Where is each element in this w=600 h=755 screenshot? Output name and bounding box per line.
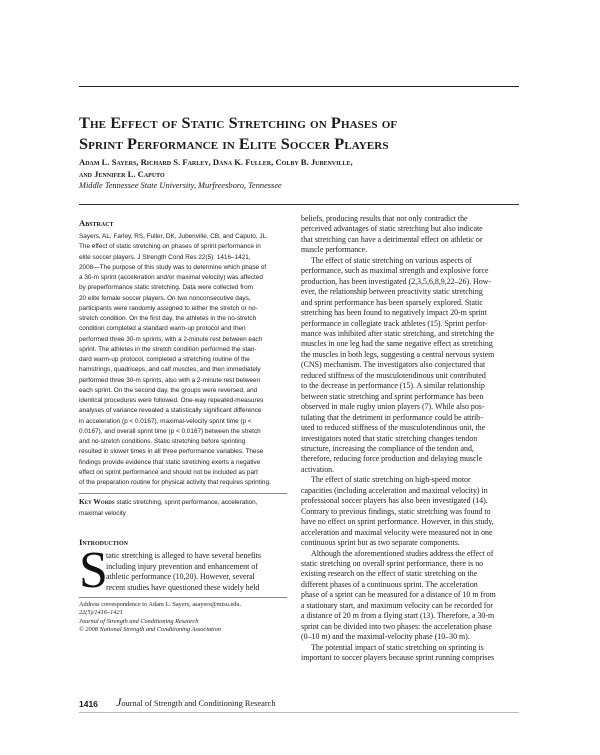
abstract-line: 2008—The purpose of this study was to determine which phase of (79, 263, 267, 271)
abstract-line: each sprint. On the second day, the groups were reversed, and (79, 386, 258, 394)
body-line: therefore, reducing force production and delaying muscle (301, 454, 483, 464)
copyright-line: © 2008 National Strength and Conditioning Association (79, 626, 221, 634)
body-line: phase of a sprint can be measured for a distance of 10 m from (301, 590, 496, 600)
author-list (79, 157, 519, 180)
body-line: beliefs, producing results that not only contradict the (301, 214, 468, 223)
key-words-line-1 (79, 497, 287, 509)
abstract-line: identical procedures were followed. One-way repeated-measures (79, 397, 264, 404)
body-paragraph (301, 214, 519, 256)
top-rule (79, 86, 519, 87)
abstract-line: performed three 30-m sprints, also with a 2-minute rest between (79, 376, 261, 384)
body-line: a distance of 20 m from a flying start (13). Therefore, a 30-m (301, 611, 495, 621)
abstract-line: by preperformance static stretching. Data were collected from (79, 284, 254, 292)
abstract-line: condition completed a standard warm-up protocol and then (79, 325, 246, 333)
author-line: Adam L. Sayers, Richard S. Farley, Dana K. Fuller, Colby B. Jubenville, (79, 157, 353, 167)
body-line: static stretching on overall sprint performance, there is no (301, 558, 484, 568)
body-line: observed in male rugby union players (7). While also pos- (301, 402, 485, 412)
introduction-line: including injury prevention and enhancement of (106, 561, 258, 571)
body-line: continuous sprint but as two separate components. (301, 538, 460, 548)
body-paragraph (301, 475, 519, 548)
abstract-line: hamstrings, quadriceps, and calf muscles, and then immediately (79, 366, 261, 374)
bottom-rule (79, 712, 519, 713)
body-line: production, has been investigated (2,3,5,6,8,9,22–26). How- (301, 276, 491, 286)
left-column (79, 214, 287, 635)
abstract-line: analyses of variance revealed a statistically significant difference (79, 407, 262, 415)
body-line: muscles in one leg had the same negative effect as stretching (301, 339, 493, 349)
body-line: a stationary start, and maximum velocity can be recorded for (301, 600, 493, 610)
body-line: to the decrease in performance (15). A similar relationship (301, 381, 485, 391)
body-line: activation. (301, 464, 335, 474)
body-line: performance, such as maximal strength and explosive force (301, 266, 489, 276)
body-line: that stretching can have a detrimental effect on athletic or (301, 234, 483, 244)
introduction-line: recent studies have questioned these widely held (106, 582, 260, 592)
abstract-line: resulted in slower times in all three performance variables. These (79, 448, 264, 456)
body-paragraph (301, 549, 519, 643)
body-line: (0–10 m) and the maximal-velocity phase (10–30 m). (301, 632, 470, 642)
body-line: The effect of static stretching on various aspects of (311, 255, 472, 265)
body-line: ever, the relationship between preactivity static stretching (301, 287, 483, 297)
author-line: and Jennifer L. Caputo (79, 168, 165, 179)
body-line: tulating that the detriment in performance could be attrib- (301, 412, 483, 422)
body-line: existing research on the effect of static stretching on the (301, 569, 478, 579)
abstract-line: 0.0167), and overall sprint time (p < 0.0167) between the stretch (79, 427, 261, 435)
abstract-line: participants were randomly assigned to either the stretch or no- (79, 304, 258, 312)
journal-line: Journal of Strength and Conditioning Research (79, 617, 199, 625)
body-line: The potential impact of static stretching on sprinting is (311, 642, 484, 652)
affiliation: Middle Tennessee State University, Murfreesboro, Tennessee (79, 181, 282, 190)
abstract-line: a 30-m sprint (acceleration and/or maximal velocity) was affected (79, 274, 263, 281)
citation-line: 22(5)/1416–1421 (79, 609, 123, 617)
header-divider (79, 204, 519, 205)
abstract-line: Sayers, AL, Farley, RS, Fuller, DK, Jubenville, CB, and Caputo, JL. (79, 233, 268, 240)
body-line: acceleration and maximal velocity were measured not in one (301, 527, 493, 537)
introduction-line: tatic stretching is alleged to have several benefits (106, 551, 261, 561)
title-line: Sprint Performance in Elite Soccer Players (79, 134, 389, 153)
body-line: the muscles in both legs, suggesting a central nervous system (301, 349, 495, 359)
abstract-line: effect on sprint performance and should not be included as part (79, 468, 258, 476)
drop-cap: S (79, 542, 108, 600)
body-line: Although the aforementioned studies address the effect of (311, 548, 494, 558)
abstract-line: stretch condition. On the first day, the athletes in the no-stretch (79, 315, 257, 322)
body-line: mance was inhibited after static stretching, and stretching the (301, 328, 495, 338)
journal-name-rest: ournal of Strength and Conditioning Research (121, 699, 276, 708)
abstract-line: and no-stretch conditions. Static stretching before sprinting (79, 438, 246, 445)
body-line: investigators noted that static stretching changes tendon (301, 433, 478, 443)
abstract-line: sprint. The athletes in the stretch condition performed the stan- (79, 345, 257, 353)
abstract-line: 20 elite female soccer players. On two nonconsecutive days, (79, 294, 251, 302)
page-number: 1416 (79, 699, 98, 709)
body-line: reduced stiffness of the musculotendinous unit contributed (301, 370, 486, 380)
key-words-line-2: maximal velocity (79, 509, 126, 517)
introduction-line: athletic performance (10,20). However, several (106, 572, 255, 582)
body-line: structure, increasing the compliance of the tendon and, (301, 443, 474, 453)
body-line: muscle performance. (301, 245, 368, 255)
body-line: uted to reduced stiffness of the musculotendinous unit, the (301, 423, 486, 433)
body-line: sprint can be divided into two phases: the acceleration phase (301, 621, 492, 631)
body-line: performance in collegiate track athletes (15). Sprint perfor- (301, 318, 488, 328)
key-words (79, 493, 287, 519)
body-line: Contrary to previous findings, static stretching was found to (301, 506, 491, 516)
body-paragraph (301, 643, 519, 664)
key-words-text: static stretching, sprint performance, acceleration, (116, 499, 258, 507)
correspondence-line: Address correspondence to Adam L. Sayers, asayers@mtsu.edu. (79, 601, 242, 609)
key-words-label: Key Words (79, 497, 115, 507)
journal-initial: J (116, 695, 122, 709)
abstract-line: The effect of static stretching on phases of sprint performance in (79, 243, 261, 251)
footnote (79, 597, 287, 635)
body-line: perceived advantages of static stretching but also indicate (301, 224, 483, 234)
abstract-heading: Abstract (79, 218, 114, 228)
article-title (79, 112, 519, 154)
abstract-line: of the preparation routine for physical activity that requires sprinting. (79, 479, 271, 486)
abstract-line: in acceleration (p < 0.0167), maximal-velocity sprint time (p < (79, 417, 252, 425)
body-paragraph (301, 256, 519, 476)
introduction-heading: Introduction (79, 537, 129, 548)
body-line: stretching has been found to negatively impact 20-m sprint (301, 308, 487, 318)
right-column (301, 214, 519, 663)
body-line: and sprint performance has been sparsely explored. Static (301, 297, 483, 307)
title-line: The Effect of Static Stretching on Phases of (79, 113, 398, 132)
abstract-line: elite soccer players. J Strength Cond Res 22(5): 1416–1421, (79, 253, 251, 261)
body-line: different phases of a continuous sprint. The acceleration (301, 579, 478, 589)
body-line: The effect of static stretching on high-speed motor (311, 475, 471, 485)
abstract-line: dard warm-up protocol, completed a stretching routine of the (79, 356, 250, 363)
body-line: between static stretching and sprint performance has been (301, 391, 484, 401)
body-line: (CNS) mechanism. The investigators also conjectured that (301, 360, 486, 370)
body-line: professional soccer players has also been investigated (14). (301, 496, 488, 506)
body-line: capacities (including acceleration and maximal velocity) in (301, 485, 488, 495)
running-journal-name (116, 695, 276, 709)
abstract-body (79, 232, 287, 488)
abstract-line: performed three 30-m sprints, with a 2-minute rest between each (79, 335, 263, 343)
body-line: have no effect on sprint performance. However, in this study, (301, 517, 494, 527)
body-line: important to soccer players because sprint running comprises (301, 653, 495, 663)
abstract-line: findings provide evidence that static stretching exerts a negative (79, 458, 261, 466)
